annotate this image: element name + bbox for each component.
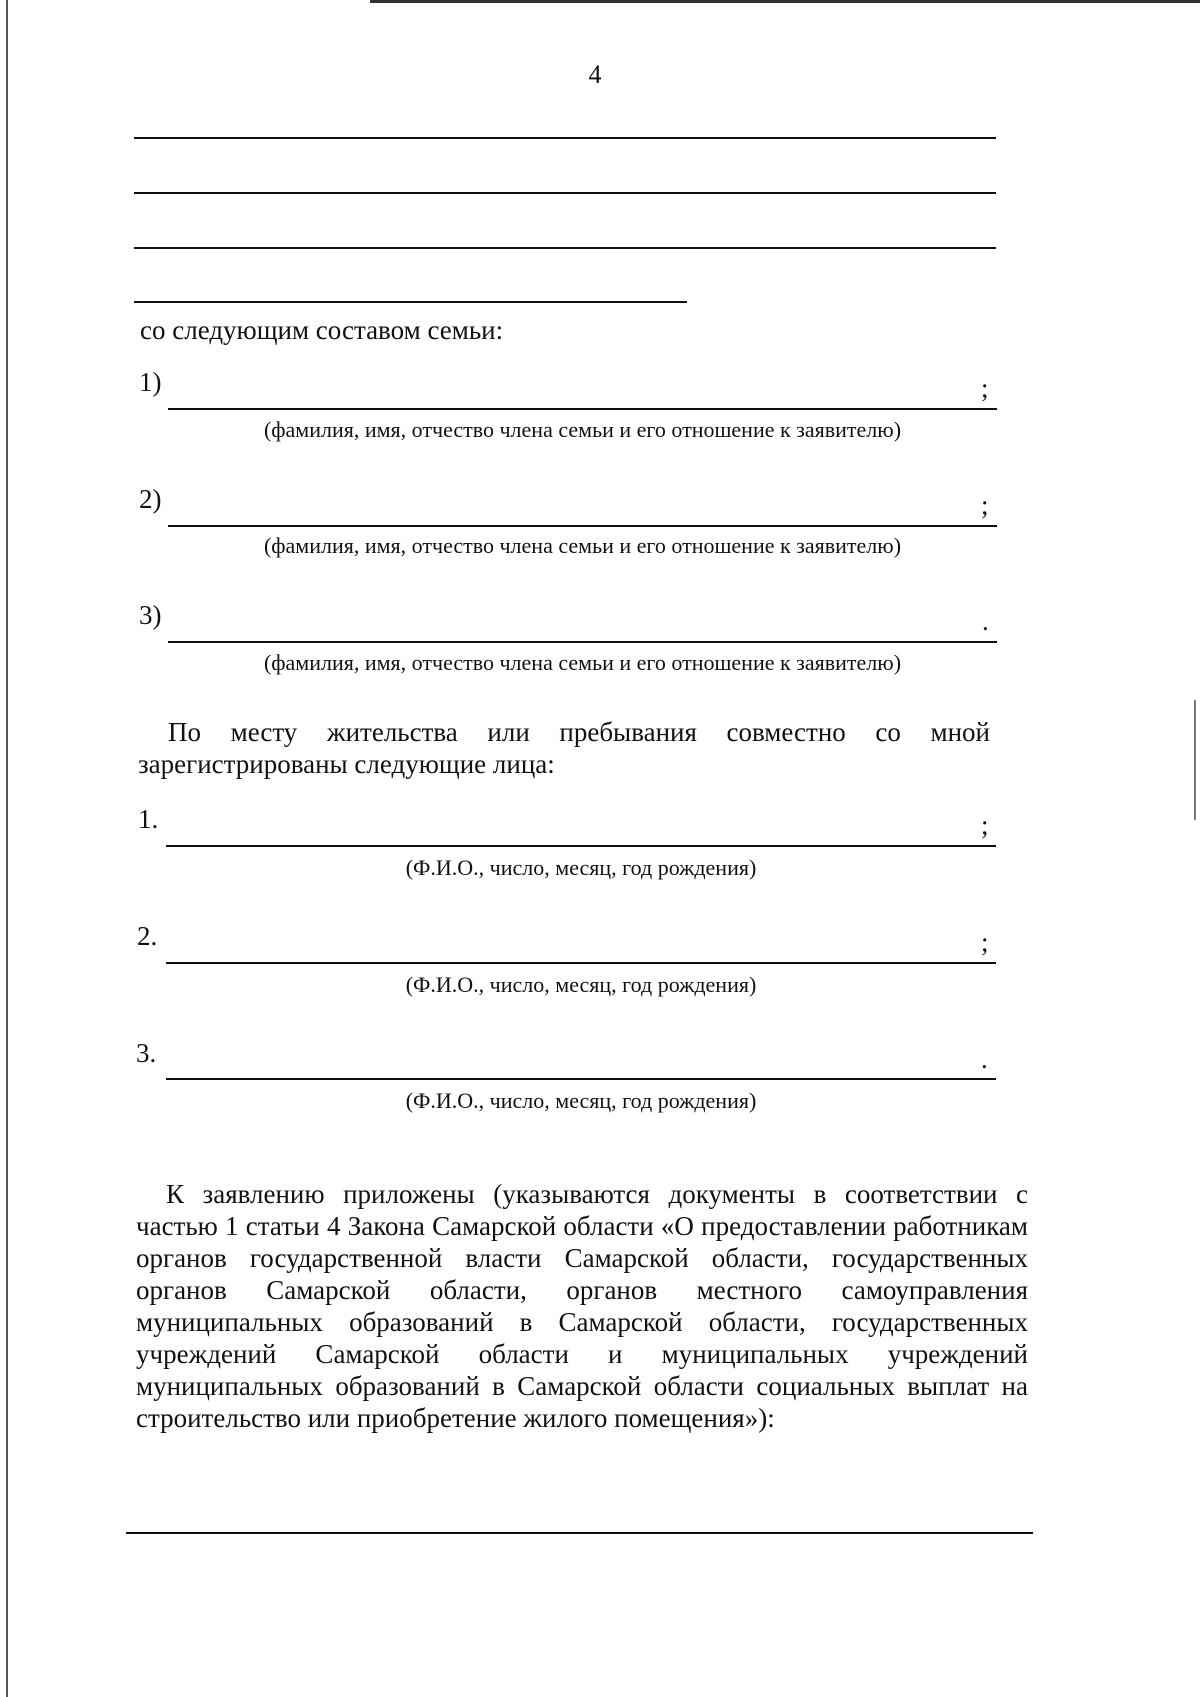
family-intro: со следующим составом семьи: (140, 315, 504, 345)
family-item-1-line[interactable] (168, 408, 997, 410)
blank-line-1[interactable] (134, 137, 996, 139)
family-item-1-end: ; (981, 373, 989, 403)
family-item-2-number: 2) (139, 484, 162, 514)
page-number: 4 (588, 60, 602, 89)
registered-item-1-end: ; (981, 810, 989, 840)
attachments-paragraph (136, 1178, 1028, 1434)
registered-item-2-end: ; (981, 927, 989, 957)
attachments-blank-line[interactable] (126, 1532, 1033, 1534)
family-item-2-end: ; (981, 490, 989, 520)
registered-item-1-caption: (Ф.И.О., число, месяц, год рождения) (405, 855, 757, 880)
family-item-3-line[interactable] (168, 641, 997, 643)
family-item-3-number: 3) (139, 600, 162, 630)
registered-item-3-line[interactable] (166, 1078, 996, 1080)
registered-item-1-line[interactable] (166, 845, 996, 847)
registered-item-2-number: 2. (137, 921, 158, 951)
family-item-2-line[interactable] (168, 525, 997, 527)
scan-edge-left (6, 0, 8, 1697)
scan-edge-top (370, 0, 1200, 3)
registered-item-2-line[interactable] (166, 962, 996, 964)
family-item-1-caption: (фамилия, имя, отчество члена семьи и его отношение к заявителю) (263, 417, 902, 442)
scan-edge-right (1194, 700, 1196, 820)
attachments-text: К заявлению приложены (указываются документы в соответствии с частью 1 статьи 4 Закона Самарской области «О предоставлении работникам органов государственной власти Самарской области, государственных органов Самарской области, органов местного самоуправления муниципальных образований в Самарской области, государственных учреждений Самарской области и муниципальных учреждений муниципальных образований в Самарской области социальных выплат на строительство или приобретение жилого помещения»): (136, 1179, 1028, 1433)
family-item-2-caption: (фамилия, имя, отчество члена семьи и его отношение к заявителю) (263, 533, 902, 558)
registered-item-1-number: 1. (138, 804, 159, 834)
registered-item-3-caption: (Ф.И.О., число, месяц, год рождения) (405, 1088, 757, 1113)
blank-line-2[interactable] (134, 192, 996, 194)
family-item-1-number: 1) (139, 367, 162, 397)
blank-line-4[interactable] (134, 301, 687, 303)
registered-intro: По месту жительства или пребывания совместно со мной зарегистрированы следующие лица: (138, 717, 990, 779)
family-item-3-end: . (982, 606, 989, 636)
registered-item-3-number: 3. (136, 1038, 157, 1068)
family-item-3-caption: (фамилия, имя, отчество члена семьи и его отношение к заявителю) (263, 650, 902, 675)
registered-item-2-caption: (Ф.И.О., число, месяц, год рождения) (405, 972, 757, 997)
registered-item-3-end: . (981, 1044, 988, 1074)
blank-line-3[interactable] (134, 247, 996, 249)
